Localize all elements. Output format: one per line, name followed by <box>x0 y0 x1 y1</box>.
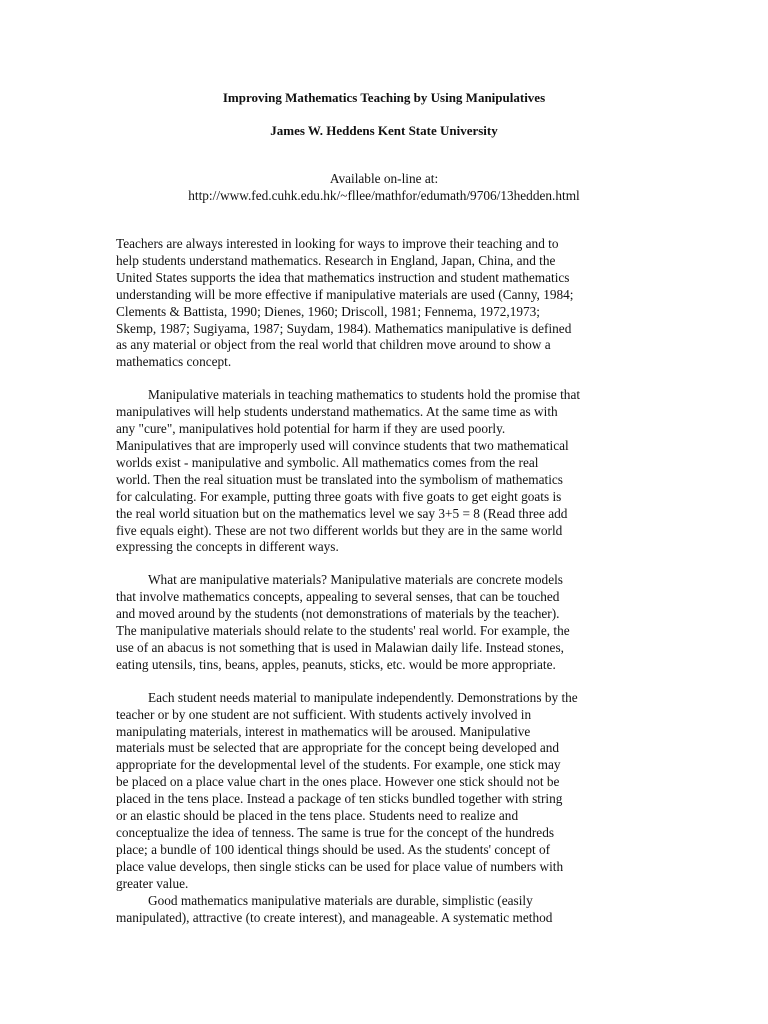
text-line: Teachers are always interested in looking for ways to improve their teaching and to <box>116 236 559 251</box>
text-line: Skemp, 1987; Sugiyama, 1987; Suydam, 1984). Mathematics manipulative is defined <box>116 320 572 336</box>
text-line: manipulatives will help students understand mathematics. At the same time as with <box>116 404 558 420</box>
text-line: What are manipulative materials? Manipulative materials are concrete models <box>148 572 563 588</box>
body-paragraph <box>116 690 656 893</box>
body-paragraph <box>116 387 656 556</box>
text-line: appropriate for the developmental level of the students. For example, one stick may <box>116 757 561 773</box>
text-line: manipulated), attractive (to create interest), and manageable. A systematic method <box>116 909 553 925</box>
text-line: as any material or object from the real world that children move around to show a <box>116 337 551 353</box>
text-line: and moved around by the students (not demonstrations of materials by the teacher). <box>116 606 560 622</box>
body-paragraph <box>116 236 656 371</box>
text-line: use of an abacus is not something that is used in Malawian daily life. Instead stones, <box>116 639 564 655</box>
text-line: expressing the concepts in different ways. <box>116 539 339 555</box>
text-line: be placed on a place value chart in the ones place. However one stick should not be <box>116 774 560 790</box>
text-line: Clements & Battista, 1990; Dienes, 1960; Driscoll, 1981; Fennema, 1972,1973; <box>116 303 540 319</box>
text-line: the real world situation but on the mathematics level we say 3+5 = 8 (Read three add <box>116 505 568 521</box>
text-line: Manipulative materials in teaching mathematics to students hold the promise that <box>148 387 581 403</box>
text-line: place value develops, then single sticks can be used for place value of numbers with <box>116 858 564 874</box>
text-line: five equals eight). These are not two different worlds but they are in the same world <box>116 522 563 538</box>
text-line: help students understand mathematics. Research in England, Japan, China, and the <box>116 252 556 268</box>
text-line: any "cure", manipulatives hold potential for harm if they are used poorly. <box>116 421 506 437</box>
text-line: United States supports the idea that mathematics instruction and student mathematics <box>116 269 570 285</box>
text-line: conceptualize the idea of tenness. The same is true for the concept of the hundreds <box>116 825 555 840</box>
paragraph-spacer <box>116 371 656 387</box>
text-line: eating utensils, tins, beans, apples, peanuts, sticks, etc. would be more appropriate. <box>116 656 556 672</box>
text-line: Manipulatives that are improperly used will convince students that two mathematical <box>116 437 569 453</box>
text-line: manipulating materials, interest in mathematics will be aroused. Manipulative <box>116 723 531 739</box>
text-line: placed in the tens place. Instead a package of ten sticks bundled together with string <box>116 791 563 807</box>
availability-url[interactable]: http://www.fed.cuhk.edu.hk/~fllee/mathfor/edumath/9706/13hedden.html <box>188 188 580 203</box>
text-line: for calculating. For example, putting three goats with five goats to get eight goats is <box>116 488 562 504</box>
text-line: greater value. <box>116 875 189 891</box>
document-author: James W. Heddens Kent State University <box>270 123 498 138</box>
document-body <box>116 236 656 926</box>
text-line: that involve mathematics concepts, appealing to several senses, that can be touched <box>116 589 560 605</box>
text-line: world. Then the real situation must be translated into the symbolism of mathematics <box>116 471 563 487</box>
text-line: understanding will be more effective if manipulative materials are used (Canny, 1984; <box>116 286 574 302</box>
body-paragraph <box>116 572 656 673</box>
text-line: Good mathematics manipulative materials are durable, simplistic (easily <box>148 892 533 908</box>
document-title: Improving Mathematics Teaching by Using Manipulatives <box>222 90 546 105</box>
body-paragraph <box>116 893 656 927</box>
text-line: or an elastic should be placed in the tens place. Students need to realize and <box>116 808 519 824</box>
text-line: Each student needs material to manipulate independently. Demonstrations by the <box>148 689 578 705</box>
paragraph-spacer <box>116 556 656 572</box>
text-line: The manipulative materials should relate to the students' real world. For example, the <box>116 623 570 639</box>
text-line: worlds exist - manipulative and symbolic. All mathematics comes from the real <box>116 454 539 470</box>
availability-label: Available on-line at: <box>329 171 439 186</box>
text-line: teacher or by one student are not sufficient. With students actively involved in <box>116 706 532 722</box>
text-line: materials must be selected that are appropriate for the concept being developed and <box>116 740 560 756</box>
paragraph-spacer <box>116 674 656 690</box>
text-line: mathematics concept. <box>116 354 232 370</box>
text-line: place; a bundle of 100 identical things should be used. As the students' concept of <box>116 841 551 857</box>
